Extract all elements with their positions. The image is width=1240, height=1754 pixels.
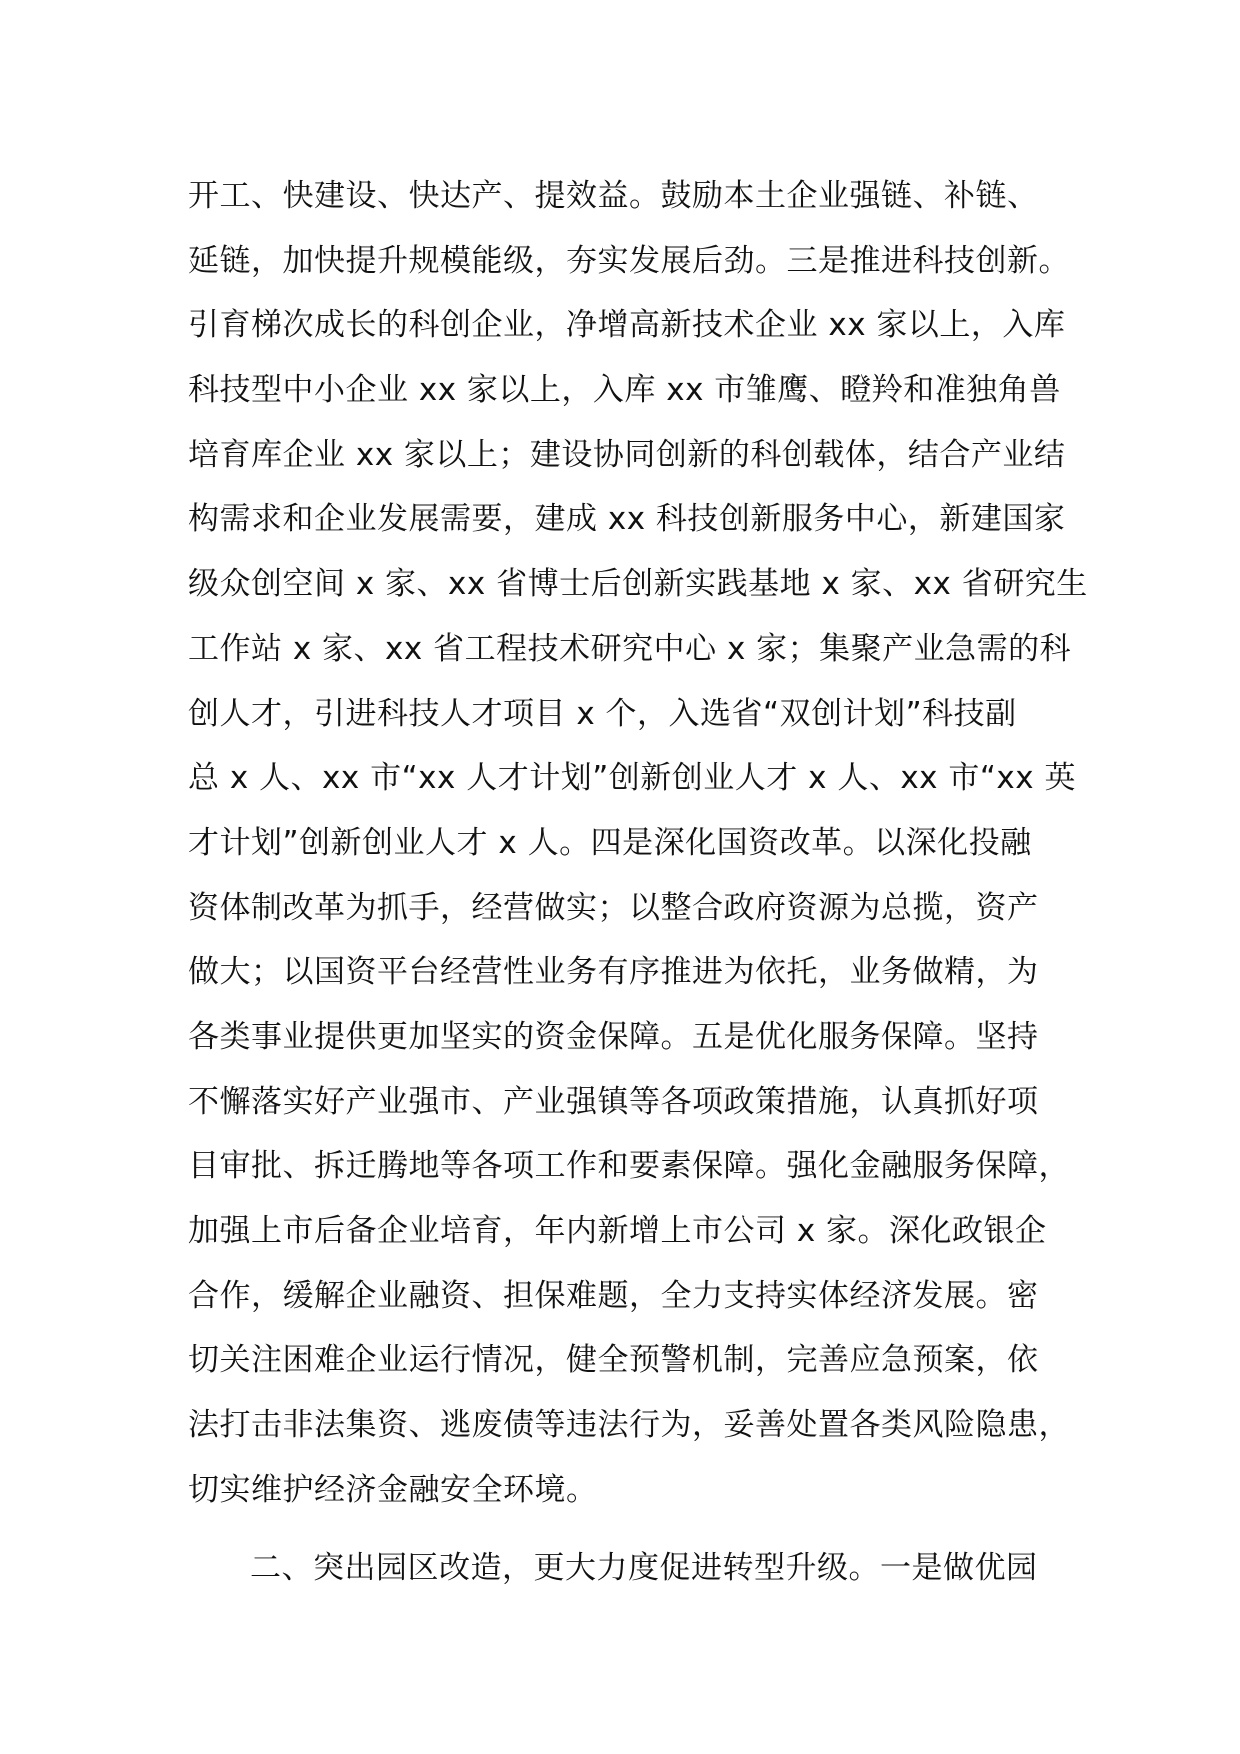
text-line: 切关注困难企业运行情况，健全预警机制，完善应急预案，依 [188,1342,1039,1379]
text-line: 各类事业提供更加坚实的资金保障。五是优化服务保障。坚持 [188,1018,1039,1055]
text-line: 目审批、拆迁腾地等各项工作和要素保障。强化金融服务保障， [188,1148,1070,1185]
text-line: 引育梯次成长的科创企业，净增高新技术企业 xx 家以上，入库 [188,307,1066,344]
body-text [188,164,1088,1601]
text-line: 不懈落实好产业强市、产业强镇等各项政策措施，认真抓好项 [188,1083,1039,1120]
text-line: 切实维护经济金融安全环境。 [188,1471,598,1508]
text-line: 才计划”创新创业人才 x 人。四是深化国资改革。以深化投融 [188,824,1032,861]
text-line: 总 x 人、xx 市“xx 人才计划”创新创业人才 x 人、xx 市“xx 英 [188,760,1076,797]
text-line: 合作，缓解企业融资、担保难题，全力支持实体经济发展。密 [188,1277,1039,1314]
text-line: 加强上市后备企业培育，年内新增上市公司 x 家。深化政银企 [188,1213,1047,1249]
text-line: 资体制改革为抓手，经营做实；以整合政府资源为总揽，资产 [188,889,1039,926]
text-line: 法打击非法集资、逃废债等违法行为，妥善处置各类风险隐患， [188,1407,1070,1444]
text-line: 工作站 x 家、xx 省工程技术研究中心 x 家；集聚产业急需的科 [188,630,1072,667]
paragraph-1 [188,164,1088,1522]
text-line: 做大；以国资平台经营性业务有序推进为依托，业务做精，为 [188,954,1039,991]
section-heading-line: 二、突出园区改造，更大力度促进转型升级。一是做优园 [250,1550,1038,1587]
text-line: 开工、快建设、快达产、提效益。鼓励本土企业强链、补链、 [188,178,1039,214]
text-line: 延链，加快提升规模能级，夯实发展后劲。三是推进科技创新。 [188,242,1070,279]
paragraph-2 [188,1536,1088,1601]
text-line: 级众创空间 x 家、xx 省博士后创新实践基地 x 家、xx 省研究生 [188,566,1088,603]
text-line: 创人才，引进科技人才项目 x 个，入选省“双创计划”科技副 [188,695,1017,732]
text-line: 构需求和企业发展需要，建成 xx 科技创新服务中心，新建国家 [188,501,1066,538]
text-line: 科技型中小企业 xx 家以上，入库 xx 市雏鹰、瞪羚和准独角兽 [188,372,1061,409]
text-line: 培育库企业 xx 家以上；建设协同创新的科创载体，结合产业结 [188,436,1066,473]
